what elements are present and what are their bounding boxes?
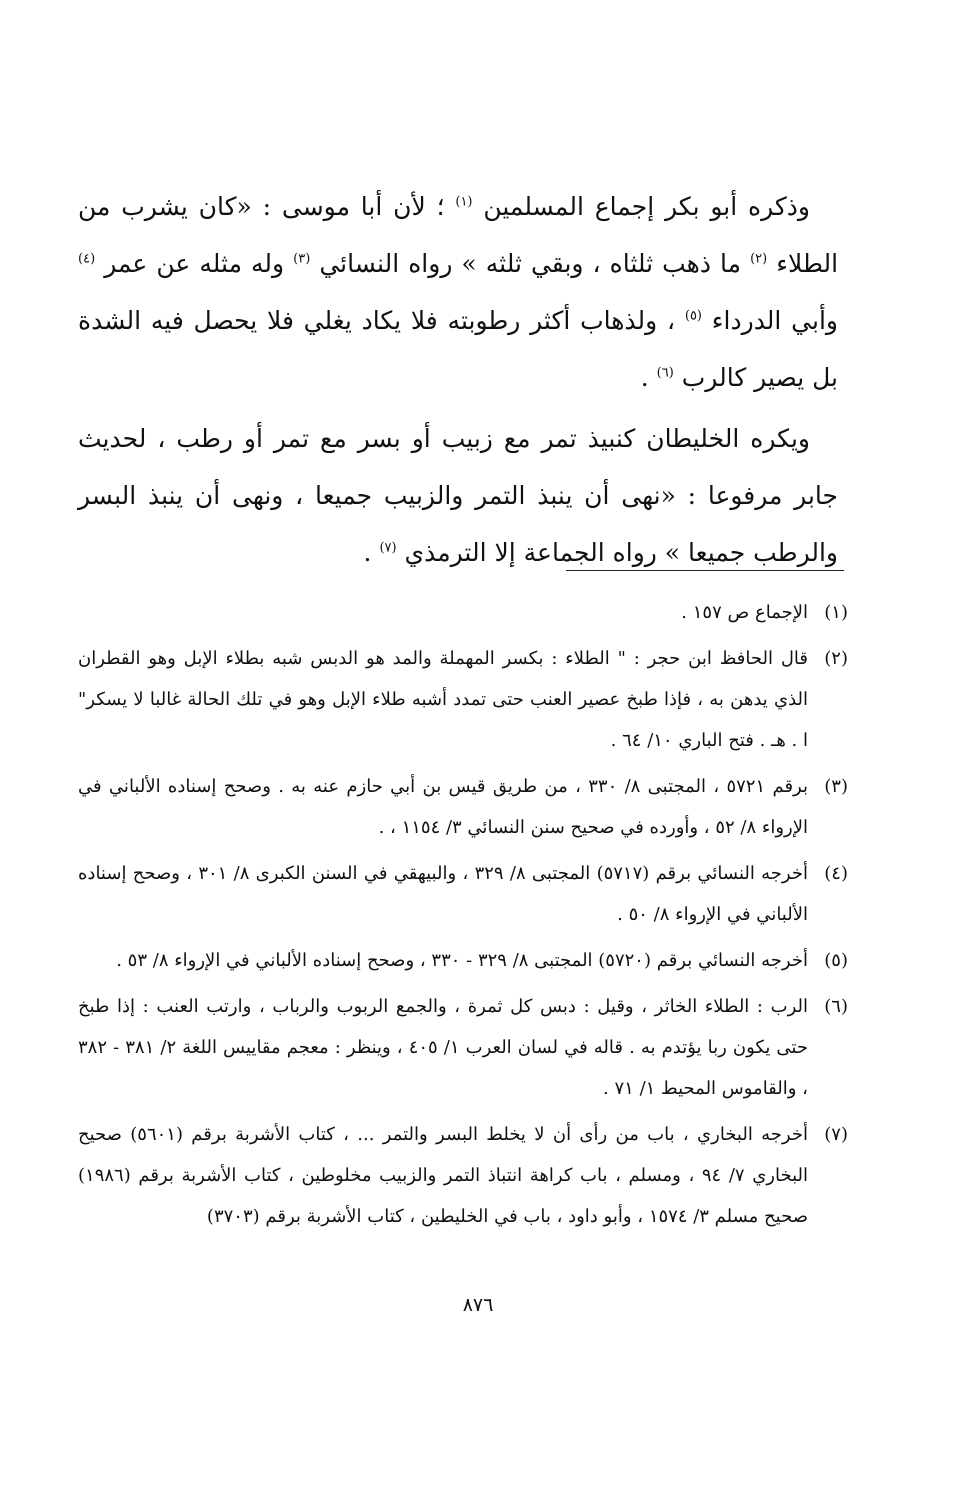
footnote-number: (٧) — [824, 1124, 848, 1145]
paragraph — [78, 178, 838, 406]
footnote-text: قال الحافظ ابن حجر : " الطلاء : بكسر المهملة والمد هو الدبس شبه بطلاء الإبل وهو القطران الذي يدهن به ، فإذا طبخ عصير العنب حتى تمدد أشبه طلاء الإبل وهو في تلك الحالة غالبا لا يسكر" ا . هـ . فتح الباري ١٠/ ٦٤ . — [78, 648, 808, 751]
footnote-number: (٣) — [824, 776, 848, 797]
footnote — [78, 940, 848, 981]
footnote-number: (٦) — [824, 996, 848, 1017]
footnote-number: (٢) — [824, 648, 848, 669]
footnote — [78, 1114, 848, 1237]
footnote-ref[interactable]: (٤) — [78, 251, 96, 267]
text-run: وأبي الدرداء — [711, 306, 838, 335]
footnote — [78, 592, 848, 633]
footnote — [78, 766, 848, 848]
footnote-text: برقم ٥٧٢١ ، المجتبى ٨/ ٣٣٠ ، من طريق قيس بن أبي حازم عنه به . وصحح إسناده الألباني في الإرواء ٨/ ٥٢ ، وأورده في صحيح سنن النسائي ٣/ ١١٥٤ ، . — [78, 776, 808, 838]
footnote-ref[interactable]: (٥) — [684, 308, 702, 324]
footnote-text: أخرجه النسائي برقم (٥٧٢٠) المجتبى ٨/ ٣٢٩ - ٣٣٠ ، وصحح إسناده الألباني في الإرواء ٨/ ٥٣ . — [116, 950, 808, 971]
text-run: ما ذهب ثلثاه ، وبقي ثلثه » رواه النسائي — [319, 249, 742, 278]
text-run: . — [640, 363, 649, 392]
footnote-text: أخرجه النسائي برقم (٥٧١٧) المجتبى ٨/ ٣٢٩ ، والبيهقي في السنن الكبرى ٨/ ٣٠١ ، وصحح إسناده الألباني في الإرواء ٨/ ٥٠ . — [78, 863, 808, 925]
footnote — [78, 986, 848, 1109]
footnote-divider — [566, 570, 844, 571]
footnote-ref[interactable]: (١) — [455, 194, 473, 210]
footnote — [78, 853, 848, 935]
page-number: ٨٧٦ — [462, 1294, 494, 1316]
footnote-number: (٥) — [824, 950, 848, 971]
footnote-text: أخرجه البخاري ، باب من رأى أن لا يخلط البسر والتمر ... ، كتاب الأشربة برقم (٥٦٠١) صحيح البخاري ٧/ ٩٤ ، ومسلم ، باب كراهة انتباذ التمر والزبيب مخلوطين ، كتاب الأشربة برقم (١٩٨٦) صحيح مسلم ٣/ ١٥٧٤ ، وأبو داود ، باب في الخليطين ، كتاب الأشربة برقم (٣٧٠٣) — [78, 1124, 808, 1227]
text-run: ويكره الخليطان كنبيذ تمر مع زبيب أو بسر مع تمر أو رطب ، لحديث جابر مرفوعا : «نهى أن ينبذ التمر والزبيب جميعا ، ونهى أن ينبذ البسر والرطب جميعا » رواه الجماعة إلا الترمذي — [78, 424, 838, 567]
footnote-text: الإجماع ص ١٥٧ . — [681, 602, 808, 623]
main-text — [78, 178, 838, 581]
text-run: وذكره أبو بكر إجماع المسلمين — [483, 192, 810, 221]
footnote-text: الرب : الطلاء الخاثر ، وقيل : دبس كل ثمرة ، والجمع الربوب والرباب ، وارتب العنب : إذا طبخ حتى يكون ربا يؤتدم به . قاله في لسان العرب ١/ ٤٠٥ ، وينظر : معجم مقاييس اللغة ٢/ ٣٨١ - ٣٨٢ ، والقاموس المحيط ١/ ٧١ . — [78, 996, 808, 1099]
text-run: . — [363, 538, 372, 567]
footnote-number: (٤) — [824, 863, 848, 884]
text-run: ؛ لأن أبا موسى : «كان يشرب من الطلاء — [78, 192, 839, 278]
footnote-ref[interactable]: (٦) — [656, 365, 674, 381]
footnote-ref[interactable]: (٧) — [379, 540, 397, 556]
footnote — [78, 638, 848, 761]
text-run: ، ولذهاب أكثر رطوبته فلا يكاد يغلي فلا يحصل فيه الشدة بل يصير كالرب — [78, 306, 838, 392]
footnote-ref[interactable]: (٢) — [750, 251, 768, 267]
footnote-number: (١) — [824, 602, 848, 623]
paragraph — [78, 410, 838, 581]
text-run: وله مثله عن عمر — [104, 249, 285, 278]
footnote-ref[interactable]: (٣) — [293, 251, 311, 267]
footnotes — [78, 592, 848, 1237]
